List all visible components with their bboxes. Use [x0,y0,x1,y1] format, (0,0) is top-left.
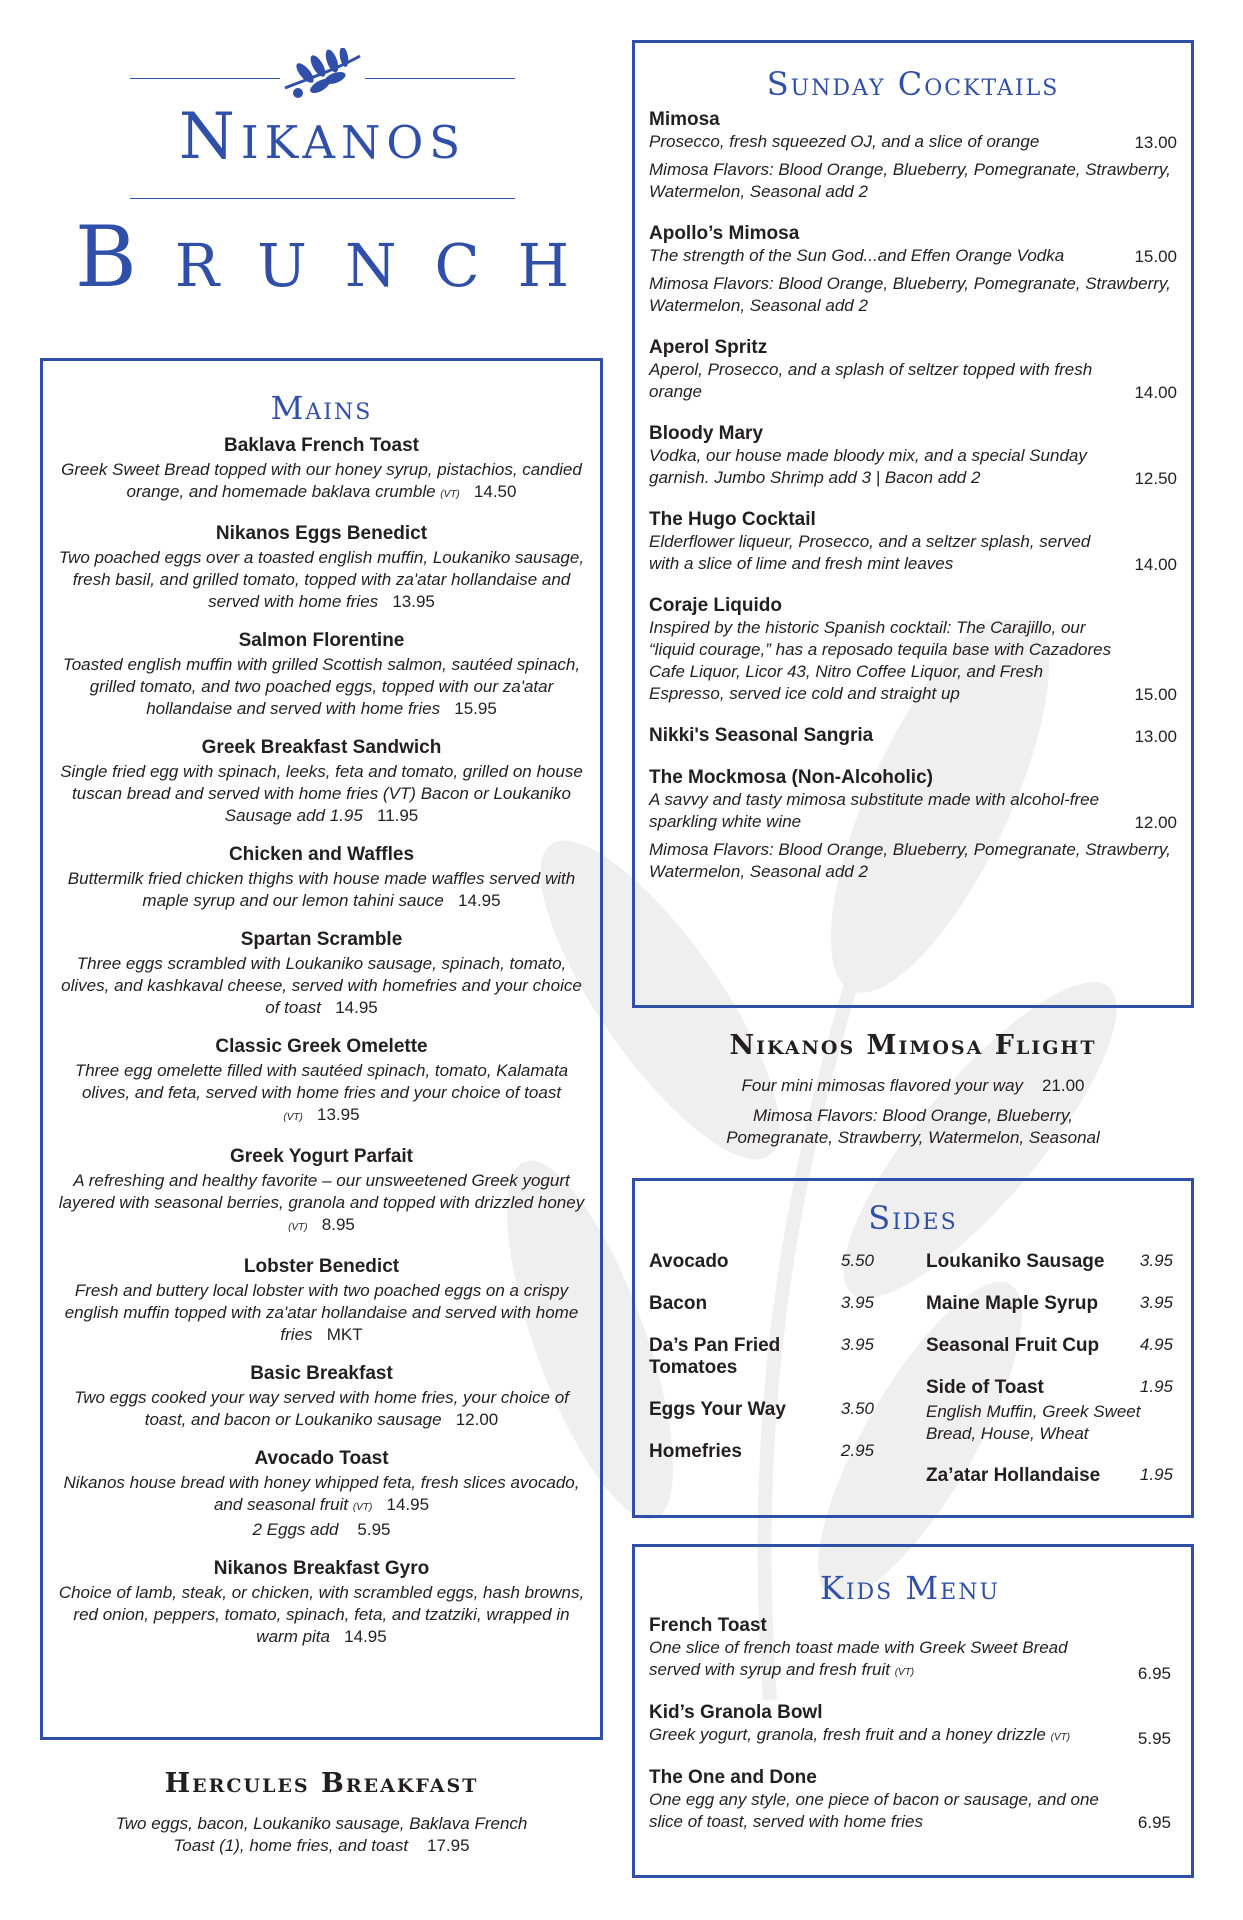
sides-title: Sides [868,1199,958,1237]
cocktail-row [649,359,1177,403]
vegetarian-tag: (VT) [1050,1732,1071,1743]
cocktail-row [649,531,1177,575]
kids-item-row [649,1724,1171,1749]
mains-item-desc [57,547,586,613]
cocktail-name: Nikki's Seasonal Sangria [649,725,874,746]
side-name: Loukaniko Sausage [926,1251,1105,1272]
flight-flavors: Mimosa Flavors: Blood Orange, Blueberry, Pomegranate, Strawberry, Watermelon, Seasonal [726,1106,1100,1147]
mains-item [57,1448,586,1541]
cocktail-row [649,445,1177,489]
side-price: 1.95 [1139,1377,1173,1396]
cocktail-flavors: Mimosa Flavors: Blood Orange, Blueberry, Pomegranate, Strawberry, Watermelon, Seasonal add 2 [649,274,1171,315]
mains-item-extra [57,1519,586,1541]
side-item [649,1293,874,1315]
kids-item-desc-text: One egg any style, one piece of bacon or sausage, and one slice of toast, served with home fries [649,1790,1099,1831]
mains-item-price: MKT [326,1325,363,1344]
logo-block [75,40,608,306]
mains-item-desc [57,1472,586,1519]
mains-item-desc-text: Buttermilk fried chicken thighs with house made waffles served with maple syrup and our lemon tahini sauce [67,869,576,910]
side-row [926,1251,1173,1273]
kids-item [649,1702,1171,1749]
cocktail-desc: Prosecco, fresh squeezed OJ, and a slice of orange [649,132,1040,151]
mains-item-price: 13.95 [317,1105,360,1124]
cocktails-title: Sunday Cocktails [766,65,1060,103]
mains-item-desc-text: Toasted english muffin with grilled Scottish salmon, sautéed spinach, grilled tomato, and two poached eggs, topped with our za'atar hollandaise and served with home fries [62,655,581,718]
side-price: 3.95 [840,1293,874,1312]
mains-item-desc [57,1170,586,1239]
mains-item-desc [57,654,586,720]
kids-item-row [649,1789,1171,1833]
mains-item [57,1256,586,1346]
mains-item-desc [57,1060,586,1129]
side-item [649,1251,874,1273]
side-item [649,1399,874,1421]
mains-item-desc-text: Three eggs scrambled with Loukaniko sausage, spinach, tomato, olives, and kashkaval cheese, served with homefries and your choice of toast [61,954,582,1017]
mains-item-name: Avocado Toast [254,1448,389,1469]
side-row [649,1335,874,1379]
flight-title: Nikanos Mimosa Flight [729,1030,1097,1061]
side-row [649,1251,874,1273]
cocktail-name: Mimosa [649,109,720,130]
mains-item-desc-text: Nikanos house bread with honey whipped feta, fresh slices avocado, and seasonal fruit [63,1473,580,1514]
mains-item-price: 13.95 [392,592,435,611]
side-price: 4.95 [1139,1335,1173,1354]
logo-rule-top-right [365,78,515,79]
side-item [649,1441,874,1463]
mains-item [57,1363,586,1431]
cocktail-desc: Elderflower liqueur, Prosecco, and a seltzer splash, served with a slice of lime and fresh mint leaves [649,532,1091,573]
mains-item [57,1558,586,1648]
mains-item [57,523,586,613]
mains-item-price: 14.50 [473,482,517,501]
cocktail-item [649,109,1177,203]
cocktail-row [649,131,1177,153]
cocktail-item [649,509,1177,575]
mains-item-name: Nikanos Breakfast Gyro [213,1558,430,1579]
cocktail-price: 14.00 [1134,555,1177,574]
kids-item-name: Kid’s Granola Bowl [649,1702,823,1723]
mains-item-name: Classic Greek Omelette [215,1036,428,1057]
cocktail-name: Apollo’s Mimosa [649,223,800,244]
cocktail-row [649,617,1177,705]
mains-item-name: Basic Breakfast [250,1363,393,1384]
side-price: 3.95 [1139,1293,1173,1312]
mains-item-price: 11.95 [376,806,419,825]
kids-section [632,1544,1194,1878]
cocktail-name: Bloody Mary [649,423,764,444]
cocktail-desc: The strength of the Sun God...and Effen Orange Vodka [649,246,1065,265]
flight-price: 21.00 [1041,1076,1085,1095]
kids-item [649,1767,1171,1833]
cocktail-desc: Aperol, Prosecco, and a splash of seltzer topped with fresh orange [649,360,1093,401]
side-price: 1.95 [1139,1465,1173,1484]
sides-section [632,1178,1194,1518]
flight-section [632,1030,1194,1149]
logo-rule-middle [130,198,515,199]
side-desc: English Muffin, Greek Sweet Bread, House, Wheat [926,1402,1141,1443]
restaurant-name: Nikanos [178,100,467,174]
cocktail-name: Coraje Liquido [649,595,782,616]
vegetarian-tag: (VT) [894,1667,915,1678]
kids-item-desc [649,1724,1111,1749]
mains-item [57,630,586,720]
side-item [926,1293,1173,1315]
hercules-desc: Two eggs, bacon, Loukaniko sausage, Baklava French Toast (1), home fries, and toast 17.95 [115,1814,528,1855]
side-item [926,1377,1173,1445]
side-item [649,1335,874,1379]
mains-item-price: 14.95 [344,1627,387,1646]
side-row [649,1399,874,1421]
mains-item-desc-text: Greek Sweet Bread topped with our honey syrup, pistachios, candied orange, and homemade baklava crumble [61,460,582,501]
mains-item [57,1146,586,1239]
side-row [926,1293,1173,1315]
mains-item-desc-text: Three egg omelette filled with sautéed spinach, tomato, Kalamata olives, and feta, served with home fries and your choice of toast [74,1061,569,1102]
sides-left-column [649,1251,874,1483]
mains-item-name: Nikanos Eggs Benedict [215,523,428,544]
side-row [926,1335,1173,1357]
cocktail-price: 12.50 [1134,469,1177,488]
cocktails-section [632,40,1194,1008]
side-name: Side of Toast [926,1377,1044,1398]
mains-item-extra-price: 5.95 [357,1520,391,1539]
side-item [926,1465,1173,1487]
mains-item-desc [57,1582,586,1648]
cocktail-name: The Mockmosa (Non-Alcoholic) [649,767,933,788]
cocktail-desc: Inspired by the historic Spanish cocktail: The Carajillo, our “liquid courage,” has a reposado tequila base with Cazadores Cafe Liquor, Licor 43, Nitro Coffee Liquor, and Fresh Espresso, served ice cold and straight up [649,618,1112,703]
mains-item-desc-text: Single fried egg with spinach, leeks, feta and tomato, grilled on house tuscan bread and served with home fries (VT) Bacon or Loukaniko Sausage add 1.95 [60,762,583,825]
olive-sprig-icon [280,48,365,98]
side-name: Avocado [649,1251,729,1272]
vegetarian-tag: (VT) [440,489,460,500]
cocktails-list [649,109,1177,883]
kids-item [649,1615,1171,1684]
vegetarian-tag: (VT) [352,1502,373,1513]
side-price: 3.50 [840,1399,874,1418]
hercules-price: 17.95 [427,1836,470,1855]
cocktail-row [649,789,1177,833]
side-row [926,1377,1173,1399]
hercules-section [40,1768,603,1857]
mains-section [40,358,603,1740]
mains-title: Mains [270,389,373,427]
cocktail-price: 15.00 [1134,247,1177,266]
side-row [926,1465,1173,1487]
side-item [926,1251,1173,1273]
cocktail-item [649,767,1177,883]
kids-list [649,1615,1171,1833]
mains-item-desc-text: Choice of lamb, steak, or chicken, with scrambled eggs, hash browns, red onion, peppers, tomato, spinach, feta, and tzatziki, wrapped in warm pita [58,1583,585,1646]
mains-item-desc [57,953,586,1019]
mains-item [57,737,586,827]
side-price: 2.95 [840,1441,874,1460]
kids-item-desc [649,1789,1111,1833]
mains-item-desc-text: Fresh and buttery local lobster with two poached eggs on a crispy english muffin topped with za'atar hollandaise and served with home fries [64,1281,579,1344]
mains-item-name: Greek Breakfast Sandwich [201,737,442,758]
cocktail-row [649,245,1177,267]
kids-item-row [649,1637,1171,1684]
cocktail-desc: Vodka, our house made bloody mix, and a special Sunday garnish. Jumbo Shrimp add 3 | Bacon add 2 [649,446,1087,487]
mains-item [57,844,586,912]
kids-item-name: The One and Done [649,1767,817,1788]
cocktail-desc: A savvy and tasty mimosa substitute made with alcohol-free sparkling white wine [649,790,1100,831]
mains-item-name: Chicken and Waffles [228,844,415,865]
mains-item-desc-text: Two poached eggs over a toasted english muffin, Loukaniko sausage, fresh basil, and grilled tomato, topped with za'atar hollandaise and served with home fries [58,548,585,611]
side-name: Eggs Your Way [649,1399,786,1420]
kids-item-name: French Toast [649,1615,767,1636]
mains-item-desc [57,868,586,912]
kids-item-desc [649,1637,1111,1684]
mains-item-price: 14.95 [335,998,378,1017]
cocktail-price: 13.00 [1134,133,1177,152]
cocktail-item [649,423,1177,489]
mains-item-extra-text: 2 Eggs add [252,1520,339,1539]
kids-item-price: 6.95 [1137,1664,1171,1683]
cocktail-flavors: Mimosa Flavors: Blood Orange, Blueberry, Pomegranate, Strawberry, Watermelon, Seasonal add 2 [649,840,1171,881]
side-price: 3.95 [840,1335,874,1354]
mains-item [57,435,586,506]
side-row [649,1441,874,1463]
mains-item-price: 12.00 [455,1410,499,1429]
kids-item-desc-text: Greek yogurt, granola, fresh fruit and a honey drizzle [649,1725,1046,1744]
mains-list [57,435,586,1648]
cocktail-price: 13.00 [1134,727,1177,746]
cocktail-price: 12.00 [1134,813,1177,832]
mains-item-desc [57,761,586,827]
vegetarian-tag: (VT) [288,1222,308,1233]
sides-right-column [926,1251,1173,1507]
cocktail-price: 15.00 [1134,685,1177,704]
mains-item-name: Greek Yogurt Parfait [229,1146,414,1167]
cocktail-flavors: Mimosa Flavors: Blood Orange, Blueberry, Pomegranate, Strawberry, Watermelon, Seasonal add 2 [649,160,1171,201]
side-name: Za’atar Hollandaise [926,1465,1101,1486]
mains-item-price: 15.95 [454,699,497,718]
side-name: Homefries [649,1441,742,1462]
mains-item-name: Spartan Scramble [240,929,403,950]
kids-item-price: 5.95 [1137,1729,1171,1748]
mains-item-price: 14.95 [386,1495,430,1514]
mains-item-desc [57,1387,586,1431]
kids-title: Kids Menu [819,1569,1001,1607]
mains-item-name: Lobster Benedict [243,1256,400,1277]
vegetarian-tag: (VT) [283,1112,303,1123]
cocktail-item [649,595,1177,705]
logo-rule-top-left [130,78,280,79]
cocktail-name: The Hugo Cocktail [649,509,816,530]
hercules-title: Hercules Breakfast [164,1768,479,1799]
side-name: Da’s Pan Fried Tomatoes [649,1335,781,1378]
side-name: Bacon [649,1293,708,1314]
mains-item-price: 14.95 [458,891,501,910]
mains-item-name: Baklava French Toast [223,435,419,456]
cocktail-name: Aperol Spritz [649,337,768,358]
mains-item-price: 8.95 [321,1215,355,1234]
side-row [649,1293,874,1315]
mains-item-desc [57,459,586,506]
mains-item-desc [57,1280,586,1346]
side-item [926,1335,1173,1357]
mains-item-name: Salmon Florentine [238,630,405,651]
side-price: 3.95 [1139,1251,1173,1270]
cocktail-item [649,337,1177,403]
side-name: Maine Maple Syrup [926,1293,1099,1314]
side-name: Seasonal Fruit Cup [926,1335,1100,1356]
kids-item-price: 6.95 [1137,1813,1171,1832]
side-price: 5.50 [840,1251,874,1270]
mains-item-desc-text: Two eggs cooked your way served with home fries, your choice of toast, and bacon or Loukaniko sausage [74,1388,569,1429]
cocktail-item [649,725,1177,747]
cocktail-row [649,725,1177,747]
mains-item [57,929,586,1019]
mains-item-desc-text: A refreshing and healthy favorite – our unsweetened Greek yogurt layered with seasonal berries, granola and topped with drizzled honey [58,1171,585,1212]
kids-item-desc-text: One slice of french toast made with Greek Sweet Bread served with syrup and fresh fruit [649,1638,1068,1679]
menu-name: Brunch [75,208,608,306]
cocktail-item [649,223,1177,317]
flight-desc: Four mini mimosas flavored your way 21.00 [741,1076,1085,1095]
mains-item [57,1036,586,1129]
cocktail-price: 14.00 [1134,383,1177,402]
